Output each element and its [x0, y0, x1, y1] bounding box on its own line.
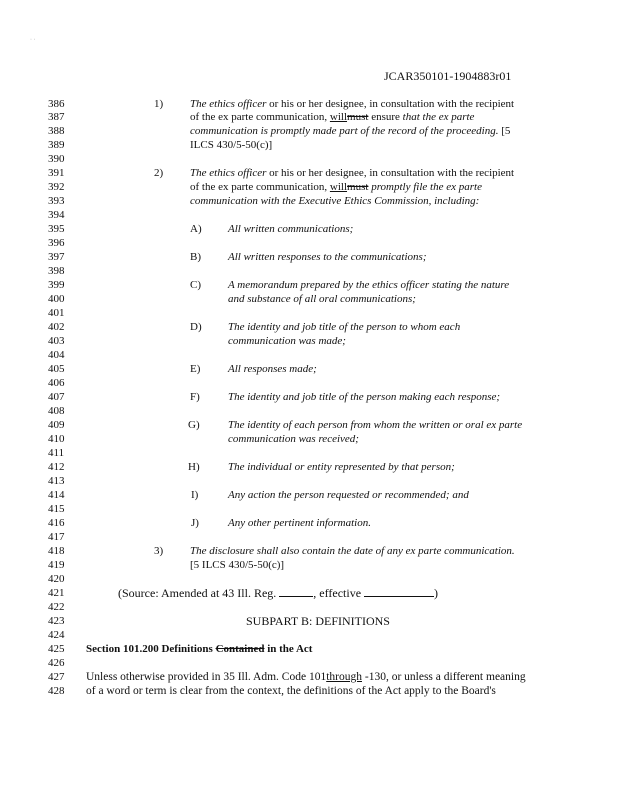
item-1-line-1	[190, 98, 514, 111]
line-number: 406	[48, 377, 65, 389]
item-2-italic: The ethics officer	[190, 167, 267, 179]
item-1-text: ensure	[368, 111, 403, 123]
line-number: 392	[48, 181, 65, 193]
item-2-number: 2)	[154, 167, 164, 179]
line-number: 413	[48, 475, 65, 487]
deleted-text: Contained	[215, 643, 265, 655]
subitem-text: The individual or entity represented by that person;	[228, 461, 455, 473]
item-3-number: 3)	[154, 545, 164, 557]
subitem-letter: C)	[190, 279, 201, 291]
subitem-letter: D)	[190, 321, 202, 333]
line-number: 425	[48, 643, 65, 655]
deleted-text: must	[347, 111, 369, 123]
paragraph-line-1	[86, 671, 526, 684]
line-number: 393	[48, 195, 65, 207]
corner-marks: · ·	[30, 37, 36, 43]
line-number: 388	[48, 125, 65, 137]
item-2-italic: promptly file the ex parte	[368, 181, 482, 193]
source-text: )	[434, 586, 439, 600]
line-number: 416	[48, 517, 65, 529]
line-number: 411	[48, 447, 65, 459]
subitem-text: The identity and job title of the person making each response;	[228, 391, 501, 403]
line-number: 405	[48, 363, 65, 375]
line-number: 423	[48, 615, 65, 627]
line-number: 394	[48, 209, 65, 221]
register-number-blank	[279, 587, 313, 597]
subitem-letter: H)	[188, 461, 200, 473]
line-number: 389	[48, 139, 65, 151]
line-number: 426	[48, 657, 65, 669]
item-1-number: 1)	[154, 98, 164, 110]
line-number: 424	[48, 629, 65, 641]
line-number: 398	[48, 265, 65, 277]
source-note	[118, 587, 438, 600]
item-2-line-3: communication with the Executive Ethics Commission, including:	[190, 195, 480, 207]
deleted-text: must	[347, 181, 369, 193]
subitem-text: The identity of each person from whom the written or oral ex parte	[228, 419, 523, 431]
line-number: 400	[48, 293, 65, 305]
line-number: 403	[48, 335, 65, 347]
line-number: 386	[48, 98, 65, 110]
line-number: 428	[48, 685, 65, 697]
subitem-letter: I)	[191, 489, 199, 501]
paragraph-text: -130, or unless a different meaning	[361, 671, 526, 683]
item-2-line-2	[190, 181, 482, 194]
subitem-letter: F)	[190, 391, 200, 403]
item-1-italic: communication is promptly made part of the record of the proceeding.	[190, 125, 499, 137]
paragraph-line-2: of a word or term is clear from the context, the definitions of the Act apply to the Board's	[86, 685, 496, 697]
section-heading	[86, 643, 312, 656]
effective-date-blank	[364, 587, 434, 597]
line-number: 407	[48, 391, 65, 403]
line-number: 408	[48, 405, 65, 417]
subitem-text: Any action the person requested or recommended; and	[228, 489, 469, 501]
document-id: JCAR350101-1904883r01	[384, 69, 512, 83]
line-number: 418	[48, 545, 65, 557]
line-number: 414	[48, 489, 65, 501]
item-1-text: or his or her designee, in consultation with the recipient	[266, 98, 515, 110]
line-number: 417	[48, 531, 65, 543]
subpart-heading: SUBPART B: DEFINITIONS	[246, 614, 390, 628]
subitem-text: The identity and job title of the person to whom each	[228, 321, 461, 333]
item-3-line-2: [5 ILCS 430/5-50(c)]	[190, 559, 285, 571]
inserted-text: will	[329, 181, 348, 193]
line-number: 395	[48, 223, 65, 235]
subitem-letter: G)	[188, 419, 200, 431]
line-number: 419	[48, 559, 65, 571]
line-number: 399	[48, 279, 65, 291]
item-2-line-1	[190, 167, 514, 180]
item-1-italic: The ethics officer	[190, 98, 267, 110]
inserted-text: will	[329, 111, 348, 123]
subitem-text: Any other pertinent information.	[228, 517, 371, 529]
line-number: 390	[48, 153, 65, 165]
line-number: 420	[48, 573, 65, 585]
line-number: 427	[48, 671, 65, 683]
subitem-text: and substance of all oral communications;	[228, 293, 416, 305]
item-1-line-4: ILCS 430/5-50(c)]	[190, 139, 273, 151]
subitem-text: communication was made;	[228, 335, 346, 347]
subitem-text: All responses made;	[228, 363, 317, 375]
line-number: 410	[48, 433, 65, 445]
item-2-text: of the ex parte communication,	[190, 181, 330, 193]
line-number: 402	[48, 321, 65, 333]
item-1-line-2	[190, 111, 474, 124]
subitem-text: communication was received;	[228, 433, 359, 445]
subitem-letter: A)	[190, 223, 202, 235]
line-number: 397	[48, 251, 65, 263]
item-2-text: or his or her designee, in consultation with the recipient	[266, 167, 515, 179]
inserted-text: through	[326, 671, 362, 683]
line-number: 404	[48, 349, 65, 361]
item-3-line-1: The disclosure shall also contain the date of any ex parte communication.	[190, 545, 515, 557]
item-1-text: of the ex parte communication,	[190, 111, 330, 123]
section-title: in the Act	[264, 643, 313, 655]
subitem-letter: J)	[191, 517, 199, 529]
line-number: 396	[48, 237, 65, 249]
line-number: 412	[48, 461, 65, 473]
subitem-text: A memorandum prepared by the ethics officer stating the nature	[228, 279, 510, 291]
item-1-text: [5	[498, 125, 511, 137]
line-number: 391	[48, 167, 65, 179]
source-text: (Source: Amended at 43 Ill. Reg.	[118, 586, 280, 600]
source-text: , effective	[313, 586, 365, 600]
line-number: 415	[48, 503, 65, 515]
line-number: 401	[48, 307, 65, 319]
line-number: 421	[48, 587, 65, 599]
section-title: Section 101.200 Definitions	[86, 643, 216, 655]
line-number: 387	[48, 111, 65, 123]
subitem-text: All written communications;	[228, 223, 354, 235]
item-1-line-3	[190, 125, 510, 138]
subitem-text: All written responses to the communications;	[228, 251, 427, 263]
item-1-italic: that the ex parte	[402, 111, 475, 123]
paragraph-text: Unless otherwise provided in 35 Ill. Adm. Code 101	[86, 671, 327, 683]
line-number: 422	[48, 601, 65, 613]
subitem-letter: B)	[190, 251, 201, 263]
subitem-letter: E)	[190, 363, 201, 375]
line-number: 409	[48, 419, 65, 431]
